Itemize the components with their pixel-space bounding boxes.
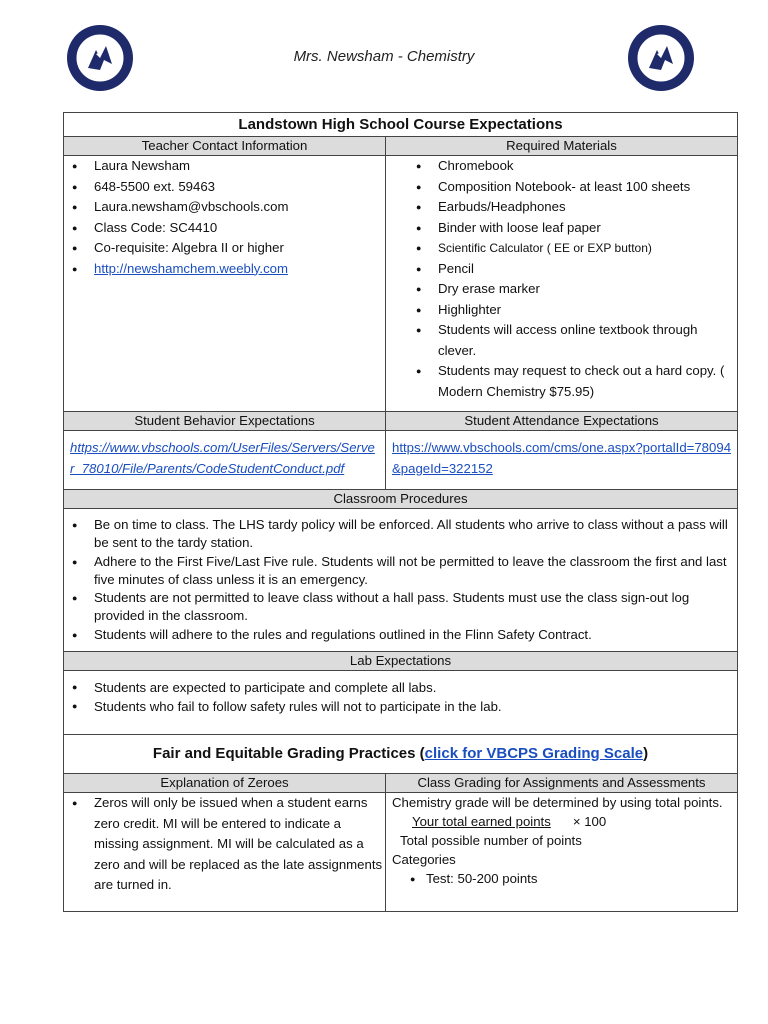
teacher-website-link[interactable]: http://newshamchem.weebly.com bbox=[94, 260, 288, 276]
procedures-list bbox=[64, 516, 737, 644]
material-item: ● Dry erase marker bbox=[386, 279, 737, 300]
procedures-cell bbox=[64, 509, 738, 652]
materials-cell bbox=[386, 156, 738, 412]
attendance-policy-link[interactable]: https://www.vbschools.com/cms/one.aspx?portalId=78094&pageId=322152 bbox=[392, 440, 732, 476]
categories-label: Categories bbox=[392, 852, 456, 868]
grade-formula-multiplier: × 100 bbox=[572, 814, 607, 830]
contact-cell bbox=[64, 156, 386, 412]
zeros-cell bbox=[64, 793, 386, 912]
behavior-link-cell bbox=[64, 431, 386, 490]
lab-heading: Lab Expectations bbox=[64, 652, 738, 671]
contact-item: ● 648-5500 ext. 59463 bbox=[64, 177, 385, 198]
grade-formula-numerator-row bbox=[392, 812, 737, 831]
procedure-item: ● Be on time to class. The LHS tardy policy will be enforced. All students who arrive to class without a pass will be sent to the tardy station. bbox=[64, 516, 737, 553]
class-grading-intro: Chemistry grade will be determined by using total points. bbox=[392, 795, 723, 811]
behavior-heading: Student Behavior Expectations bbox=[64, 412, 386, 431]
attendance-link-cell bbox=[386, 431, 738, 490]
material-item: ● Pencil bbox=[386, 259, 737, 280]
behavior-policy-link[interactable]: https://www.vbschools.com/UserFiles/Servers/Server_78010/File/Parents/CodeStudentConduct.pdf bbox=[70, 440, 375, 476]
grading-scale-link[interactable]: click for VBCPS Grading Scale bbox=[424, 745, 644, 763]
lab-list bbox=[64, 678, 737, 716]
zeros-heading: Explanation of Zeroes bbox=[64, 774, 386, 793]
material-item: ● Scientific Calculator ( EE or EXP button) bbox=[386, 238, 737, 259]
material-item: ● Binder with loose leaf paper bbox=[386, 218, 737, 239]
material-item: ● Highlighter bbox=[386, 300, 737, 321]
procedure-item: ● Students will adhere to the rules and regulations outlined in the Flinn Safety Contract. bbox=[64, 626, 737, 644]
grading-title bbox=[64, 735, 738, 774]
contact-item: ● Class Code: SC4410 bbox=[64, 218, 385, 239]
procedure-item: ● Adhere to the First Five/Last Five rule. Students will not be permitted to leave the classroom the first and last five minutes of class unless it is an emergency. bbox=[64, 553, 737, 590]
page-header-title: Mrs. Newsham - Chemistry bbox=[293, 48, 475, 65]
procedure-item: ● Students are not permitted to leave class without a hall pass. Students must use the class sign-out log provided in the classroom. bbox=[64, 589, 737, 626]
material-item: ● Earbuds/Headphones bbox=[386, 197, 737, 218]
material-item: ● Composition Notebook- at least 100 sheets bbox=[386, 177, 737, 198]
grading-title-text: Fair and Equitable Grading Practices ( bbox=[152, 745, 425, 763]
lab-item: ● Students are expected to participate and complete all labs. bbox=[64, 678, 737, 697]
contact-item: ● Co-requisite: Algebra II or higher bbox=[64, 238, 385, 259]
course-expectations-table bbox=[63, 112, 738, 912]
contact-website-item bbox=[64, 259, 385, 280]
material-item: ● Students will access online textbook through clever. bbox=[386, 320, 737, 361]
zeros-list bbox=[64, 793, 385, 896]
attendance-heading: Student Attendance Expectations bbox=[386, 412, 738, 431]
contact-list bbox=[64, 156, 385, 279]
grade-formula-denominator: Total possible number of points bbox=[400, 833, 582, 849]
category-item: ● Test: 50-200 points bbox=[392, 869, 737, 890]
zeros-item: ● Zeros will only be issued when a student earns zero credit. MI will be entered to indicate a missing assignment. MI will be calculated as a zero and will be replaced as the late assignments are turned in. bbox=[64, 793, 385, 896]
contact-heading: Teacher Contact Information bbox=[64, 137, 386, 156]
procedures-heading: Classroom Procedures bbox=[64, 490, 738, 509]
lab-cell bbox=[64, 671, 738, 735]
contact-item: ● Laura.newsham@vbschools.com bbox=[64, 197, 385, 218]
materials-list bbox=[386, 156, 737, 402]
lab-item: ● Students who fail to follow safety rules will not to participate in the lab. bbox=[64, 697, 737, 716]
contact-item: ● Laura Newsham bbox=[64, 156, 385, 177]
categories-list bbox=[392, 869, 737, 890]
materials-heading: Required Materials bbox=[386, 137, 738, 156]
course-title: Landstown High School Course Expectations bbox=[64, 113, 738, 137]
grading-title-close: ) bbox=[643, 745, 649, 763]
material-item: ● Chromebook bbox=[386, 156, 737, 177]
material-item: ● Students may request to check out a hard copy. ( Modern Chemistry $75.95) bbox=[386, 361, 737, 402]
class-grading-heading: Class Grading for Assignments and Assessments bbox=[386, 774, 738, 793]
class-grading-cell bbox=[386, 793, 738, 912]
grade-formula-numerator: Your total earned points bbox=[412, 814, 551, 830]
